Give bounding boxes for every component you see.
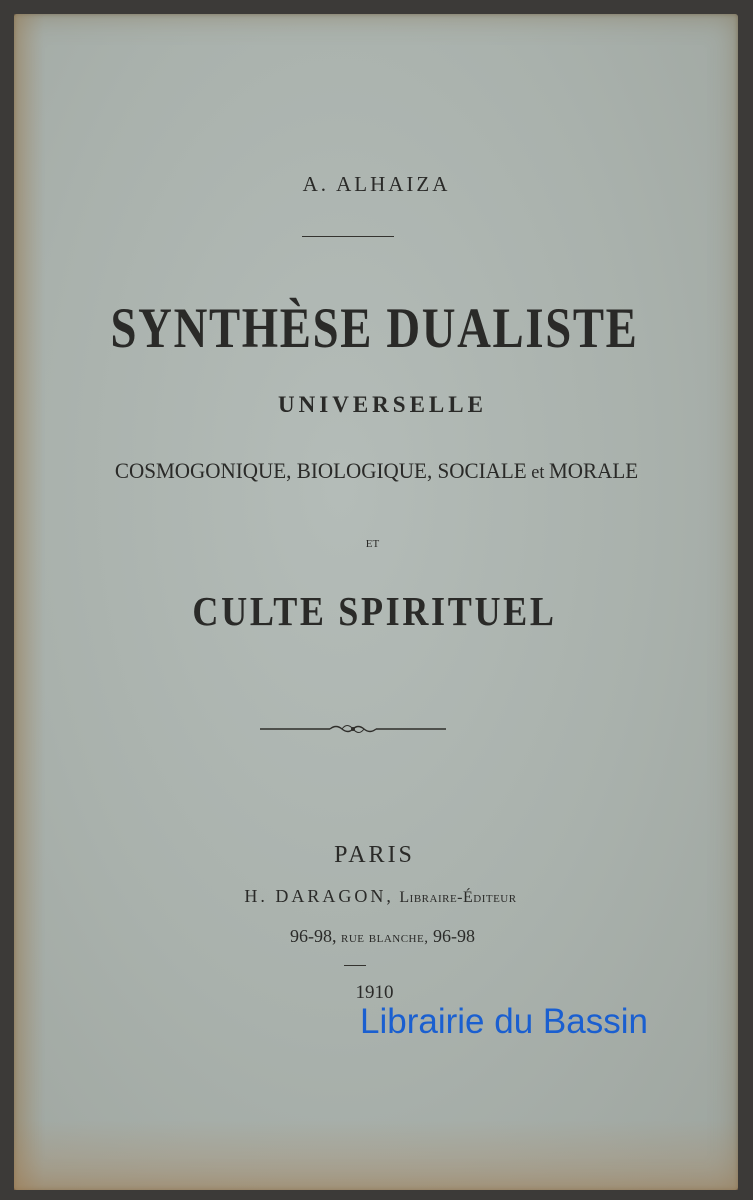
address-street: rue blanche, [341,930,429,946]
subtitle-part-a: COSMOGONIQUE, BIOLOGIQUE, SOCIALE [114,458,527,483]
subtitle-part-c: MORALE [548,458,639,483]
bookseller-watermark: Librairie du Bassin [360,1002,648,1041]
author-name: A. ALHAIZA [302,172,451,196]
subtitle-part-b: et [526,462,549,483]
publication-year: 1910 [355,982,394,1003]
second-title: UNIVERSELLE [278,392,487,417]
third-title: CULTE SPIRITUEL [192,588,557,634]
publisher-name: H. DARAGON, [244,886,394,906]
publisher-address [6,926,753,947]
publisher-role: Libraire-Éditeur [399,889,517,906]
year-divider [344,965,366,966]
subtitle [15,458,738,484]
conjunction: ET [365,538,380,550]
main-title: SYNTHÈSE DUALISTE [110,297,639,360]
publication-city: PARIS [334,842,415,868]
address-number-left: 96-98, [290,926,337,946]
ornament-divider-icon [260,720,446,738]
bottom-edge-stain [14,1120,738,1190]
publisher-line [4,886,753,907]
author-divider [302,236,394,237]
address-number-right: 96-98 [432,926,475,946]
